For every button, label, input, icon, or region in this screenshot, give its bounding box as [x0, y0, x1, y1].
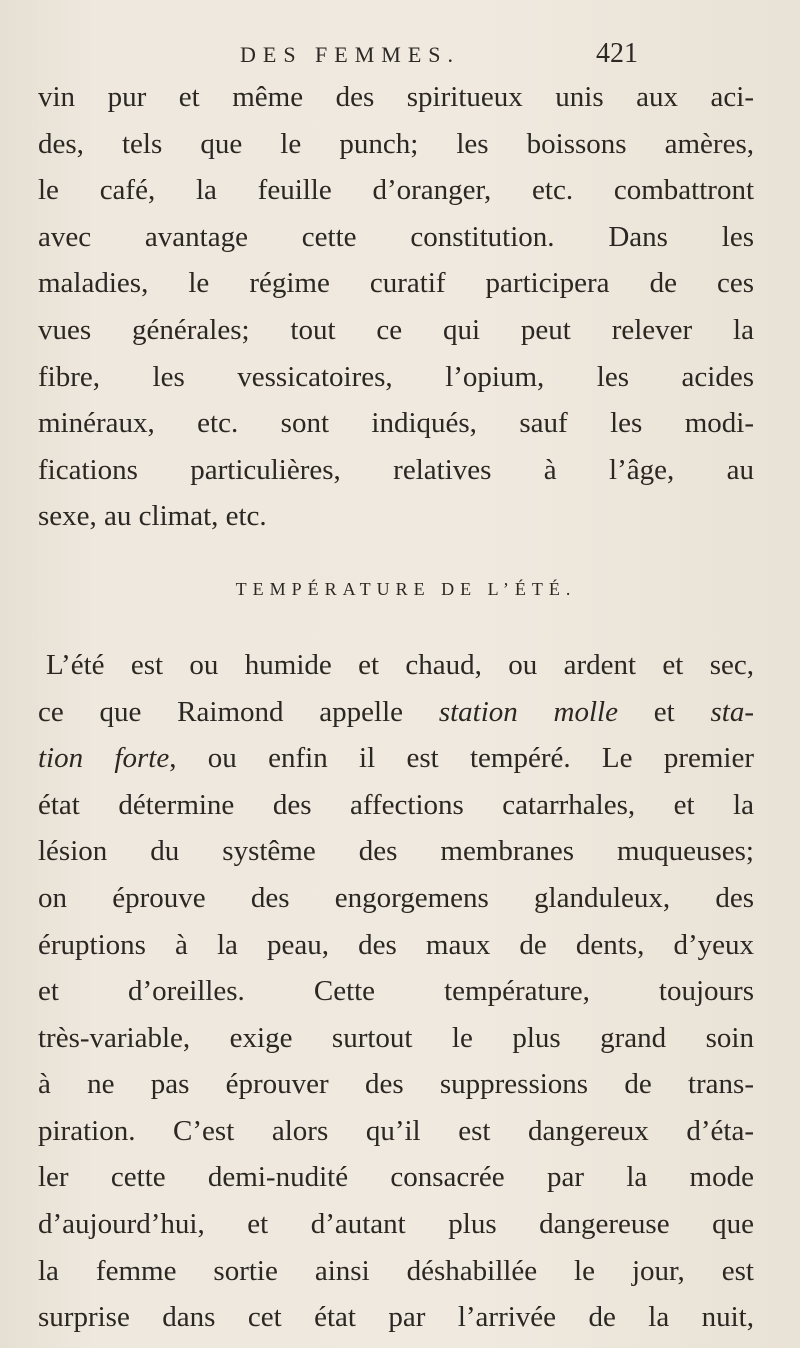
text-line: lésion du systême des membranes muqueuses; — [38, 835, 754, 868]
italic-term: sta- — [710, 695, 754, 728]
text-line: état détermine des affections catarrhales, et la — [38, 788, 754, 821]
text-line: fibre, les vessicatoires, l’opium, les acides — [38, 360, 754, 393]
text-line: ler cette demi-nudité consacrée par la mode — [38, 1161, 754, 1194]
text-line: sexe, au climat, etc. — [38, 500, 267, 533]
text-line: vin pur et même des spiritueux unis aux aci- — [38, 81, 754, 113]
paragraph-2 — [38, 642, 754, 1341]
text-line: minéraux, etc. sont indiqués, sauf les modi- — [38, 407, 754, 440]
italic-term: tion forte — [38, 742, 170, 775]
section-heading: TEMPÉRATURE DE L’ÉTÉ. — [235, 578, 577, 599]
page-number: 421 — [596, 38, 638, 69]
text-fragment: , ou enfin il est tempéré. Le premier — [169, 742, 755, 775]
text-line: piration. C’est alors qu’il est dangereux d’éta- — [38, 1114, 754, 1147]
text-line: on éprouve des engorgemens glanduleux, des — [38, 881, 754, 914]
text-line: la femme sortie ainsi déshabillée le jour, est — [38, 1254, 754, 1287]
running-head — [0, 38, 800, 78]
text-line — [38, 735, 754, 782]
text-line: avec avantage cette constitution. Dans les — [38, 220, 754, 253]
text-fragment: ce que Raimond appelle — [38, 695, 439, 728]
text-line: à ne pas éprouver des suppressions de trans- — [38, 1068, 754, 1101]
text-line — [38, 689, 754, 736]
text-line: surprise dans cet état par l’arrivée de la nuit, — [38, 1301, 754, 1334]
italic-term: station molle — [438, 695, 618, 728]
paragraph-1 — [38, 74, 754, 540]
text-line: vues générales; tout ce qui peut relever la — [38, 313, 754, 346]
body-text — [38, 74, 754, 1341]
text-line: des, tels que le punch; les boissons amères, — [38, 127, 754, 160]
text-line: le café, la feuille d’oranger, etc. combattront — [38, 174, 754, 207]
text-line: d’aujourd’hui, et d’autant plus dangereuse que — [38, 1208, 754, 1241]
text-line: très-variable, exige surtout le plus grand soin — [38, 1021, 754, 1054]
text-line: éruptions à la peau, des maux de dents, d’yeux — [38, 928, 754, 961]
text-fragment: et — [617, 695, 711, 728]
text-line: maladies, le régime curatif participera de ces — [38, 267, 754, 300]
text-line: et d’oreilles. Cette température, toujours — [38, 975, 754, 1008]
text-line: L’été est ou humide et chaud, ou ardent et sec, — [46, 648, 754, 681]
text-line: fications particulières, relatives à l’âge, au — [38, 453, 754, 486]
running-title: DES FEMMES. — [240, 42, 461, 67]
